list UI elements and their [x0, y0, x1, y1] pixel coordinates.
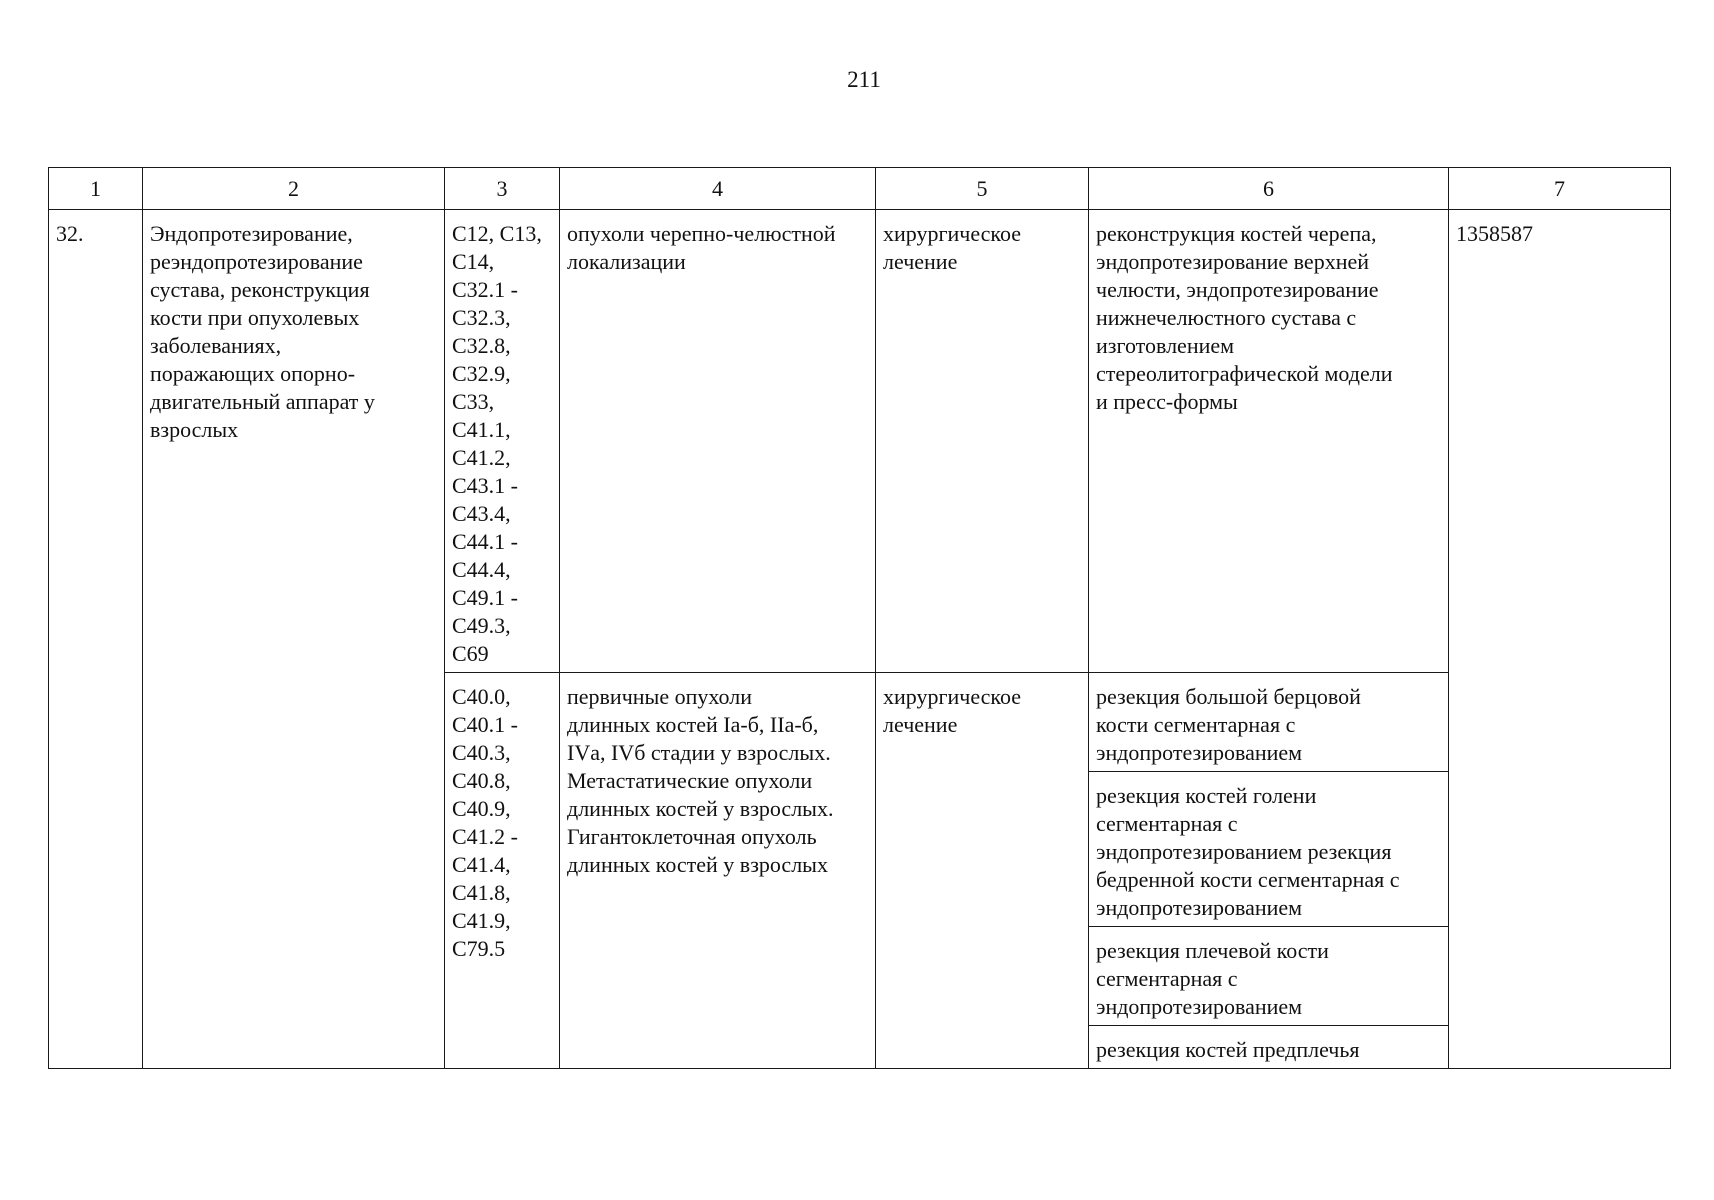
column-header: 2 [143, 168, 445, 210]
column-header: 3 [445, 168, 560, 210]
table-row [49, 210, 1671, 673]
column-header: 1 [49, 168, 143, 210]
column-header: 4 [560, 168, 876, 210]
services-table [48, 167, 1671, 1069]
diagnosis-model: опухоли черепно-челюстной локализации [560, 210, 876, 673]
header-row [49, 168, 1671, 210]
service-name: Эндопротезирование, реэндопротезирование сустава, реконструкция кости при опухолевых заболеваниях, поражающих опорно- двигательный аппарат у взрослых [143, 210, 445, 1069]
treatment-method: резекция костей предплечья [1089, 1026, 1449, 1069]
treatment-method: реконструкция костей черепа, эндопротезирование верхней челюсти, эндопротезирование нижнечелюстного сустава с изготовлением стереолитографической модели и пресс-формы [1089, 210, 1449, 673]
column-header: 7 [1449, 168, 1671, 210]
diagnosis-codes: C12, C13, C14, C32.1 - C32.3, C32.8, C32.9, C33, C41.1, C41.2, C43.1 - C43.4, C44.1 - C44.4, C49.1 - C49.3, C69 [445, 210, 560, 673]
treatment-type: хирургическое лечение [876, 210, 1089, 673]
treatment-method: резекция большой берцовой кости сегментарная с эндопротезированием [1089, 673, 1449, 772]
row-number: 32. [49, 210, 143, 1069]
treatment-method: резекция костей голени сегментарная с эндопротезированием резекция бедренной кости сегментарная с эндопротезированием [1089, 772, 1449, 927]
page-number: 211 [847, 67, 881, 92]
column-header: 5 [876, 168, 1089, 210]
diagnosis-codes: C40.0, C40.1 - C40.3, C40.8, C40.9, C41.2 - C41.4, C41.8, C41.9, C79.5 [445, 673, 560, 1069]
diagnosis-model: первичные опухоли длинных костей Iа-б, IIа-б, IVа, IVб стадии у взрослых. Метастатические опухоли длинных костей у взрослых. Гигантоклеточная опухоль длинных костей у взрослых [560, 673, 876, 1069]
treatment-type: хирургическое лечение [876, 673, 1089, 1069]
treatment-method: резекция плечевой кости сегментарная с эндопротезированием [1089, 927, 1449, 1026]
column-header: 6 [1089, 168, 1449, 210]
cost-value: 1358587 [1449, 210, 1671, 1069]
